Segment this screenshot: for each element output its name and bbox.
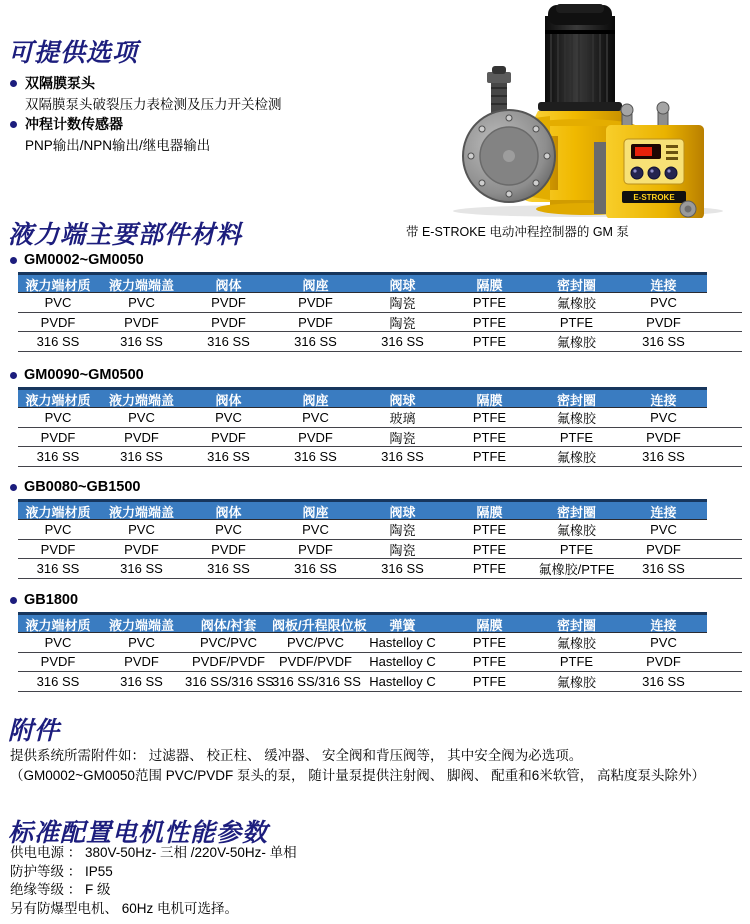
- table-cell: 氟橡胶/PTFE: [538, 562, 615, 577]
- column-header: 连接: [650, 505, 677, 520]
- motor-line: 绝缘等级 ： F 级: [10, 882, 111, 897]
- column-header: 弹簧: [389, 618, 416, 633]
- table-cell: 316 SS: [642, 449, 685, 464]
- table-cell: PVC: [128, 522, 155, 537]
- table-cell: 氟橡胶: [556, 335, 596, 350]
- table-cell: 氟橡胶: [556, 675, 596, 690]
- materials-table: [18, 499, 742, 579]
- table-cell: 316 SS: [207, 449, 250, 464]
- materials-table: [18, 612, 742, 692]
- table-header-row: [18, 387, 707, 408]
- column-header: 连接: [650, 393, 677, 408]
- column-header: 连接: [650, 278, 677, 293]
- diaphragm-head: [463, 110, 555, 202]
- section-title-accessories: 附件: [8, 717, 61, 745]
- column-header: 液力端材质: [25, 278, 91, 293]
- column-header: 液力端材质: [25, 505, 91, 520]
- table-cell: PTFE: [472, 561, 507, 576]
- options-list: [10, 74, 282, 156]
- table-cell: 316 SS: [642, 561, 685, 576]
- table-cell: PVDF: [211, 295, 246, 310]
- column-header: 密封圈: [556, 393, 596, 408]
- table-cell: 316 SS: [36, 334, 80, 349]
- column-header: 隔膜: [476, 618, 503, 633]
- option-label: 双隔膜泵头: [25, 75, 95, 91]
- table-title: [10, 592, 78, 608]
- table-cell: PTFE: [559, 654, 594, 670]
- bullet-icon: [10, 80, 17, 87]
- table-row: [18, 653, 742, 673]
- table-cell: PVDF: [40, 314, 76, 330]
- table-cell: PTFE: [472, 541, 507, 557]
- column-header: 阀座: [302, 278, 329, 293]
- table-cell: 氟橡胶: [556, 411, 596, 426]
- model-range: GB0080~GB1500: [24, 479, 141, 495]
- table-cell: 316 SS: [294, 334, 337, 349]
- model-range: GB1800: [24, 592, 79, 608]
- table-cell: 316 SS/316 SS: [185, 674, 274, 689]
- pump-photo: [398, 4, 750, 244]
- bullet-icon: [10, 121, 17, 128]
- table-cell: PVC: [302, 522, 329, 537]
- table-cell: PTFE: [472, 295, 507, 310]
- table-title: [10, 252, 144, 268]
- table-cell: 氟橡胶: [556, 636, 596, 651]
- table-row: [18, 313, 742, 333]
- table-header-row: [18, 499, 707, 520]
- table-cell: 316 SS: [294, 449, 337, 464]
- table-cell: PVC: [650, 522, 677, 537]
- table-cell: 316 SS: [381, 561, 424, 576]
- column-header: 密封圈: [556, 505, 596, 520]
- table-cell: PVDF/PVDF: [192, 654, 265, 670]
- materials-table: [18, 387, 742, 467]
- table-cell: Hastelloy C: [369, 635, 436, 650]
- table-cell: PVC: [302, 410, 329, 425]
- table-cell: PVC: [215, 410, 242, 425]
- motor: [538, 4, 622, 111]
- section-title-materials: 液力端主要部件材料: [8, 221, 243, 249]
- table-cell: PVC/PVC: [286, 635, 345, 650]
- table-row: [18, 408, 742, 428]
- table-cell: PVDF: [298, 541, 333, 557]
- column-header: 阀体/衬套: [200, 618, 257, 633]
- table-cell: 316 SS: [36, 674, 80, 689]
- table-cell: PVC: [44, 635, 72, 650]
- table-cell: PVDF: [40, 654, 76, 670]
- table-header-row: [18, 272, 707, 293]
- table-cell: PVC: [128, 635, 155, 650]
- list-item: [10, 115, 282, 134]
- motor-parameters: [10, 844, 297, 918]
- bullet-icon: [10, 484, 17, 491]
- table-cell: PVDF: [298, 314, 333, 330]
- table-cell: PVDF: [124, 654, 159, 670]
- figure-caption: 带 E-STROKE 电动冲程控制器的 GM 泵: [406, 225, 629, 239]
- pump-illustration: [398, 4, 750, 218]
- table-cell: PTFE: [472, 429, 507, 445]
- control-buttons: [631, 167, 677, 179]
- table-row: [18, 633, 742, 653]
- column-header: 密封圈: [556, 618, 596, 633]
- table-title: [10, 479, 140, 495]
- table-cell: 玻璃: [389, 411, 416, 426]
- table-cell: PTFE: [472, 334, 507, 349]
- table-cell: PVDF: [646, 541, 681, 557]
- table-cell: 陶瓷: [389, 542, 416, 558]
- list-item: [10, 74, 282, 93]
- column-header: 液力端端盖: [108, 278, 174, 293]
- table-row: [18, 428, 742, 448]
- table-cell: 316 SS: [36, 449, 80, 464]
- table-cell: PVC: [650, 410, 677, 425]
- column-header: 隔膜: [476, 278, 503, 293]
- column-header: 阀座: [302, 393, 329, 408]
- column-header: 阀板/升程限位板: [272, 618, 367, 633]
- table-cell: 陶瓷: [389, 523, 416, 538]
- table-cell: 316 SS: [207, 334, 250, 349]
- table-row: [18, 520, 742, 540]
- table-cell: PVDF: [124, 429, 159, 445]
- table-cell: 316 SS: [642, 674, 685, 689]
- table-cell: PVC: [650, 635, 677, 650]
- table-row: [18, 540, 742, 560]
- table-cell: PVC/PVC: [199, 635, 258, 650]
- accessories-line: （GM0002~GM0050范围 PVC/PVDF 泵头的泵， 随计量泵提供注射阀、 脚阀、 配重和6米软管， 高粘度泵头除外）: [10, 768, 705, 783]
- table-cell: PTFE: [472, 522, 507, 537]
- column-header: 阀体: [215, 505, 242, 520]
- materials-table: [18, 272, 742, 352]
- table-cell: 氟橡胶: [556, 450, 596, 465]
- table-cell: PVDF: [646, 429, 681, 445]
- table-header-row: [18, 612, 707, 633]
- table-cell: 陶瓷: [389, 430, 416, 446]
- table-cell: PVDF: [40, 429, 76, 445]
- table-cell: Hastelloy C: [369, 674, 436, 689]
- table-cell: PTFE: [472, 410, 507, 425]
- table-cell: 氟橡胶: [556, 523, 596, 538]
- table-cell: PVC: [44, 522, 72, 537]
- table-cell: PTFE: [472, 314, 507, 330]
- estroke-label: E-STROKE: [633, 193, 675, 202]
- bullet-icon: [10, 597, 17, 604]
- table-cell: PVC: [128, 295, 155, 310]
- table-cell: PVDF: [211, 314, 246, 330]
- column-header: 密封圈: [556, 278, 596, 293]
- table-cell: PTFE: [472, 674, 507, 689]
- table-cell: PVDF: [211, 429, 246, 445]
- table-row: [18, 559, 742, 579]
- accessories-line: 提供系统所需附件如： 过滤器、 校正柱、 缓冲器、 安全阀和背压阀等， 其中安全阀为必选项。: [10, 748, 583, 763]
- motor-line: 另有防爆型电机、 60Hz 电机可选择。: [10, 900, 239, 916]
- table-cell: PTFE: [559, 541, 594, 557]
- table-row: [18, 447, 742, 467]
- table-row: [18, 293, 742, 313]
- column-header: 液力端端盖: [108, 393, 174, 408]
- table-cell: 316 SS: [120, 334, 163, 349]
- table-cell: 316 SS: [120, 674, 163, 689]
- table-cell: PVDF: [124, 541, 159, 557]
- table-cell: PVC: [44, 295, 72, 310]
- motor-line: 防护等级 ： IP55: [10, 863, 113, 879]
- table-cell: PVC: [215, 522, 242, 537]
- table-row: [18, 672, 742, 692]
- table-cell: 316 SS: [294, 561, 337, 576]
- table-cell: PVDF: [646, 654, 681, 670]
- table-cell: Hastelloy C: [369, 654, 436, 670]
- table-cell: PVC: [44, 410, 72, 425]
- column-header: 液力端端盖: [108, 505, 174, 520]
- column-header: 隔膜: [476, 393, 503, 408]
- table-cell: PVDF: [298, 295, 333, 310]
- column-header: 隔膜: [476, 505, 503, 520]
- table-cell: 316 SS: [381, 449, 424, 464]
- table-cell: 316 SS/316 SS: [272, 674, 361, 689]
- column-header: 阀座: [302, 505, 329, 520]
- table-cell: PVDF: [211, 541, 246, 557]
- table-cell: PVDF/PVDF: [279, 654, 352, 670]
- table-cell: 316 SS: [381, 334, 424, 349]
- bullet-icon: [10, 257, 17, 264]
- option-detail: PNP输出/NPN输出/继电器输出: [25, 138, 211, 153]
- table-cell: 陶瓷: [389, 315, 416, 331]
- column-header: 液力端材质: [25, 393, 91, 408]
- option-detail: 双隔膜泵头破裂压力表检测及压力开关检测: [25, 97, 282, 112]
- table-cell: PVDF: [124, 314, 159, 330]
- table-cell: PVDF: [646, 314, 681, 330]
- table-cell: PVDF: [298, 429, 333, 445]
- bullet-icon: [10, 372, 17, 379]
- model-range: GM0090~GM0500: [24, 367, 144, 383]
- table-cell: 316 SS: [36, 561, 80, 576]
- column-header: 液力端材质: [25, 618, 91, 633]
- motor-line: 供电电源 ： 380V-50Hz- 三相 /220V-50Hz- 单相: [10, 845, 297, 860]
- table-cell: PTFE: [472, 635, 507, 650]
- column-header: 连接: [650, 618, 677, 633]
- table-cell: PTFE: [472, 654, 507, 670]
- column-header: 阀球: [389, 278, 416, 293]
- model-range: GM0002~GM0050: [24, 252, 144, 268]
- column-header: 阀球: [389, 393, 416, 408]
- table-row: [18, 332, 742, 352]
- option-label: 冲程计数传感器: [25, 116, 123, 132]
- section-title-options: 可提供选项: [8, 39, 139, 67]
- table-cell: PVC: [128, 410, 155, 425]
- column-header: 液力端端盖: [108, 618, 174, 633]
- table-cell: PTFE: [559, 429, 594, 445]
- table-cell: 316 SS: [642, 334, 685, 349]
- table-cell: 陶瓷: [389, 296, 416, 311]
- table-cell: PVDF: [40, 541, 76, 557]
- table-cell: PTFE: [472, 449, 507, 464]
- table-cell: PVC: [650, 295, 677, 310]
- table-cell: 316 SS: [207, 561, 250, 576]
- column-header: 阀体: [215, 393, 242, 408]
- table-cell: 316 SS: [120, 561, 163, 576]
- table-cell: PTFE: [559, 314, 594, 330]
- column-header: 阀体: [215, 278, 242, 293]
- table-title: [10, 367, 144, 383]
- table-cell: 316 SS: [120, 449, 163, 464]
- section-title-motor: 标准配置电机性能参数: [8, 819, 269, 847]
- table-cell: 氟橡胶: [556, 296, 596, 311]
- column-header: 阀球: [389, 505, 416, 520]
